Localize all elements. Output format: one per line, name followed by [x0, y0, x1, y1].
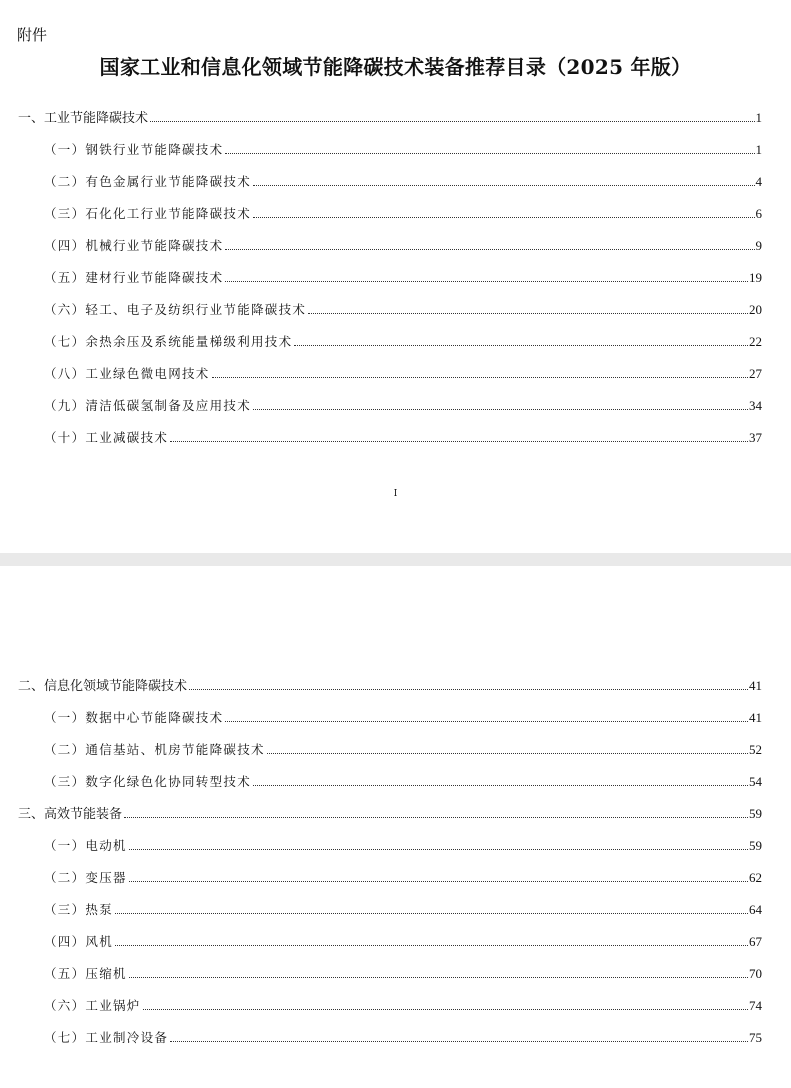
toc-entry	[44, 1024, 762, 1046]
toc-dot-leader	[308, 313, 748, 314]
toc-dot-leader	[115, 913, 748, 914]
toc-entry	[18, 800, 762, 822]
toc-entry	[44, 736, 762, 758]
toc-entry	[44, 200, 762, 222]
toc-entry-label: （十）工业减碳技术	[44, 430, 169, 445]
toc-entry	[44, 264, 762, 286]
toc-entry	[44, 768, 762, 790]
toc-dot-leader	[124, 817, 748, 818]
toc-dot-leader	[253, 409, 748, 410]
toc-dot-leader	[253, 785, 748, 786]
toc-entry	[18, 672, 762, 694]
toc-entry-page: 64	[749, 902, 762, 917]
toc-dot-leader	[143, 1009, 748, 1010]
toc-entry-page: 62	[749, 870, 762, 885]
toc-dot-leader	[253, 185, 754, 186]
toc-dot-leader	[253, 217, 754, 218]
toc-dot-leader	[212, 377, 748, 378]
toc-entry-label: （七）余热余压及系统能量梯级利用技术	[44, 334, 293, 349]
toc-entry-page: 59	[749, 806, 762, 821]
toc-dot-leader	[225, 721, 748, 722]
toc-entry-label: （三）热泵	[44, 902, 114, 917]
toc-entry	[44, 864, 762, 886]
toc-dot-leader	[189, 689, 748, 690]
toc-entry-page: 6	[755, 206, 762, 221]
toc-entry-label: （二）变压器	[44, 870, 127, 885]
toc-dot-leader	[170, 441, 748, 442]
toc-entry-page: 34	[749, 398, 762, 413]
toc-entry	[44, 232, 762, 254]
toc-entry-label: （三）数字化绿色化协同转型技术	[44, 774, 252, 789]
toc-entry-page: 59	[749, 838, 762, 853]
toc-entry	[44, 424, 762, 446]
toc-entry-page: 4	[755, 174, 762, 189]
document-page-2	[0, 566, 791, 1088]
toc-entry-page: 74	[749, 998, 762, 1013]
toc-entry-page: 1	[755, 110, 762, 125]
toc-dot-leader	[129, 977, 748, 978]
toc-entry	[18, 104, 762, 126]
toc-entry	[44, 392, 762, 414]
toc-dot-leader	[294, 345, 748, 346]
toc-entry-label: （一）钢铁行业节能降碳技术	[44, 142, 224, 157]
toc-entry-label: （四）机械行业节能降碳技术	[44, 238, 224, 253]
toc-entry-label: （二）有色金属行业节能降碳技术	[44, 174, 252, 189]
toc-entry-label: （四）风机	[44, 934, 114, 949]
page-separator	[0, 553, 791, 566]
toc-entry-page: 52	[749, 742, 762, 757]
toc-entry	[44, 136, 762, 158]
toc-entry	[44, 960, 762, 982]
toc-entry-label: （七）工业制冷设备	[44, 1030, 169, 1045]
toc-entry-label: （九）清洁低碳氢制备及应用技术	[44, 398, 252, 413]
toc-entry-label: （二）通信基站、机房节能降碳技术	[44, 742, 265, 757]
toc-entry	[44, 992, 762, 1014]
toc-dot-leader	[115, 945, 748, 946]
toc-dot-leader	[129, 849, 748, 850]
toc-entry-page: 75	[749, 1030, 762, 1045]
toc-entry-page: 67	[749, 934, 762, 949]
toc-dot-leader	[150, 121, 754, 122]
toc-entry-label: （五）压缩机	[44, 966, 127, 981]
toc-dot-leader	[225, 153, 754, 154]
toc-entry-label: （八）工业绿色微电网技术	[44, 366, 210, 381]
toc-entry	[44, 832, 762, 854]
toc-entry-label: （一）数据中心节能降碳技术	[44, 710, 224, 725]
toc-entry	[44, 168, 762, 190]
toc-entry-page: 19	[749, 270, 762, 285]
toc-entry-label: 二、信息化领域节能降碳技术	[18, 679, 188, 694]
toc-entry-page: 27	[749, 366, 762, 381]
toc-entry	[44, 928, 762, 950]
toc-entry	[44, 296, 762, 318]
attachment-label: 附件	[17, 26, 48, 44]
toc-entry-label: （三）石化化工行业节能降碳技术	[44, 206, 252, 221]
document-title: 国家工业和信息化领域节能降碳技术装备推荐目录（2025 年版）	[99, 55, 692, 79]
toc-entry-label: （六）工业锅炉	[44, 998, 141, 1013]
toc-dot-leader	[225, 281, 748, 282]
toc-entry-page: 54	[749, 774, 762, 789]
toc-entry-page: 9	[755, 238, 762, 253]
toc-entry	[44, 328, 762, 350]
toc-entry-label: 三、高效节能装备	[18, 807, 123, 822]
toc-entry-label: （六）轻工、电子及纺织行业节能降碳技术	[44, 302, 307, 317]
toc-entry-label: （五）建材行业节能降碳技术	[44, 270, 224, 285]
toc-entry-page: 41	[749, 710, 762, 725]
toc-entry-page: 20	[749, 302, 762, 317]
toc-dot-leader	[170, 1041, 748, 1042]
toc-dot-leader	[267, 753, 748, 754]
toc-entry-page: 37	[749, 430, 762, 445]
toc-entry	[44, 896, 762, 918]
toc-entry-label: 一、工业节能降碳技术	[18, 111, 149, 126]
toc-entry	[44, 704, 762, 726]
toc-entry	[44, 360, 762, 382]
toc-entry-page: 1	[755, 142, 762, 157]
toc-entry-label: （一）电动机	[44, 838, 127, 853]
toc-entry-page: 41	[749, 678, 762, 693]
page-number: I	[393, 489, 398, 499]
toc-dot-leader	[225, 249, 754, 250]
toc-dot-leader	[129, 881, 748, 882]
toc-entry-page: 22	[749, 334, 762, 349]
toc-entry-page: 70	[749, 966, 762, 981]
